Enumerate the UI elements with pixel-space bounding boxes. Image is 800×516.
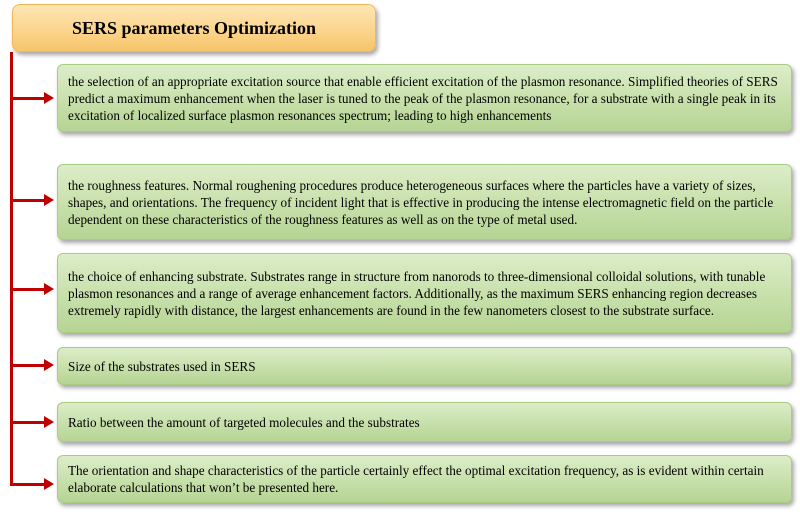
diagram-title: SERS parameters Optimization (12, 4, 376, 52)
connector-branch-2 (11, 199, 45, 202)
arrowhead-1 (44, 92, 54, 104)
parameter-item-1 (57, 64, 792, 132)
connector-branch-5 (11, 421, 45, 424)
parameter-item-3 (57, 253, 792, 333)
parameter-item-2 (57, 164, 792, 240)
parameter-item-6 (57, 455, 792, 503)
arrowhead-6 (44, 478, 54, 490)
connector-branch-4 (11, 364, 45, 367)
parameter-text-3: the choice of enhancing substrate. Substrates range in structure from nanorods to three-dimensional colloidal solutions, with tunable plasmon resonances and a range of average enhancement factors. Additionally, as the maximum SERS enhancing region decreases extremely rapidly with distance, the largest enhancements are found in the few nanometers closest to the substrate surface. (68, 268, 766, 318)
parameter-text-4: Size of the substrates used in SERS (68, 358, 256, 374)
parameter-item-4 (57, 347, 792, 385)
arrowhead-2 (44, 194, 54, 206)
parameter-item-5 (57, 402, 792, 442)
connector-branch-1 (11, 97, 45, 100)
connector-branch-3 (11, 288, 45, 291)
arrowhead-4 (44, 359, 54, 371)
connector-branch-6 (11, 483, 45, 486)
parameter-text-2: the roughness features. Normal roughening procedures produce heterogeneous surfaces where the particles have a variety of sizes, shapes, and orientations. The frequency of incident light that is effective in producing the intense electromagnetic field on the particle dependent on these characteristics of the roughness features as well as on the type of metal used. (68, 177, 774, 227)
parameter-text-1: the selection of an appropriate excitation source that enable efficient excitation of the plasmon resonance. Simplified theories of SERS predict a maximum enhancement when the laser is tuned to the peak of the plasmon resonance, for a substrate with a single peak in its excitation of localized surface plasmon resonances spectrum; leading to high enhancements (68, 73, 778, 123)
arrowhead-5 (44, 416, 54, 428)
parameter-text-5: Ratio between the amount of targeted molecules and the substrates (68, 414, 420, 430)
arrowhead-3 (44, 283, 54, 295)
parameter-text-6: The orientation and shape characteristics of the particle certainly effect the optimal excitation frequency, as is evident within certain elaborate calculations that won’t be presented here. (68, 463, 764, 495)
